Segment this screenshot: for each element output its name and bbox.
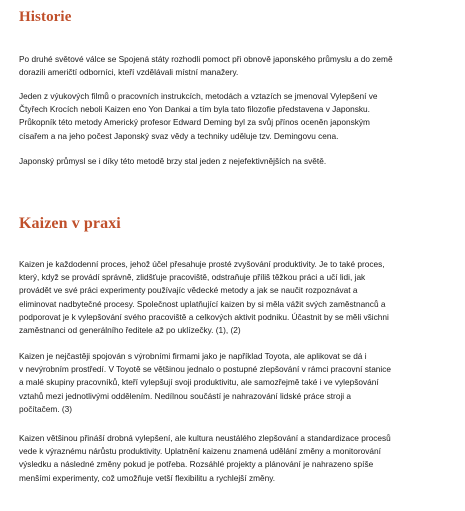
- text-line: Kaizen většinou přináší drobná vylepšení, ale kultura neustálého zlepšování a standardizace procesů: [19, 433, 391, 443]
- text-line: dorazili američtí odborníci, kteří vzdělávali místní manažery.: [19, 67, 239, 78]
- text-line: Průkopník této metody Americký profesor Edward Deming byl za svůj přínos oceněn japonským: [19, 117, 370, 128]
- text-line: Čtyřech Krocích neboli Kaizen eno Yon Dankai a tím byla tato filozofie představena v Japonsku.: [19, 104, 370, 115]
- text-line: který, když se provádí správně, zlidšťuje pracoviště, odstraňuje příliš těžkou práci a učí lidi, jak: [19, 272, 366, 283]
- text-line: Kaizen je každodenní proces, jehož účel přesahuje prosté zvyšování produktivity. Je to také proces,: [19, 259, 385, 269]
- paragraph: [19, 432, 451, 485]
- text-line: eliminovat nadbytečné procesy. Společnost uplatňující kaizen by si měla vážit svých zaměstnanců a: [19, 298, 386, 309]
- text-line: a malé skupiny pracovníků, kteří vylepšují svoji produktivitu, ale samozřejmě také i ve vylepšování: [19, 377, 379, 388]
- paragraph: [19, 350, 451, 416]
- text-line: menšími experimenty, což umožňuje vetší flexibilitu a rychlejší změny.: [19, 472, 276, 483]
- paragraph: [19, 53, 451, 79]
- text-line: vztahů mezi jednotlivými oddělením. Nedílnou součástí je nahrazování lidské práce stroji a: [19, 390, 352, 401]
- paragraph: [19, 258, 451, 337]
- text-line: počítačem. (3): [19, 403, 73, 414]
- text-line: zaměstnanci od generálního ředitele až po uklízečky. (1), (2): [19, 325, 241, 336]
- paragraph: [19, 155, 451, 168]
- text-line: Jeden z výukových filmů o pracovních instrukcích, metodách a vztazích se jmenoval Vylepšení ve: [19, 91, 378, 101]
- text-line: vede k výraznému nárůstu produktivity. Uplatnění kaizenu znamená udělání změny a monitorování: [19, 446, 381, 457]
- text-line: císařem a na jeho počest Japonský svaz vědy a techniky uděluje tzv. Demingovu cena.: [19, 130, 339, 141]
- text-line: Japonský průmysl se i díky této metodě brzy stal jeden z nejefektivnějších na světě.: [19, 156, 327, 166]
- section-heading-kaizen-v-praxi: Kaizen v praxi: [19, 215, 121, 232]
- text-line: provádět ve své práci experimenty používajíc vědecké metody a jak se naučit rozpoznávat a: [19, 285, 358, 296]
- section-heading-historie: Historie: [19, 9, 72, 25]
- text-line: Po druhé světové válce se Spojená státy rozhodli pomoct při obnově japonského průmyslu a do země: [19, 54, 393, 64]
- text-line: výsledku a následné změny pokud je potřeba. Rozsáhlé projekty a plánování je nahrazeno spíše: [19, 459, 374, 470]
- text-line: podporovat je k vylepšování svého pracoviště a celkových aktivit podniku. Účastnit by se měli všichni: [19, 311, 389, 322]
- text-line: v nevýrobním prostředí. V Toyotě se většinou jednalo o postupné zlepšování v rámci pracovní stanice: [19, 364, 392, 375]
- text-line: Kaizen je nejčastěji spojován s výrobními firmami jako je například Toyota, ale aplikovat se dá i: [19, 351, 367, 361]
- paragraph: [19, 90, 451, 143]
